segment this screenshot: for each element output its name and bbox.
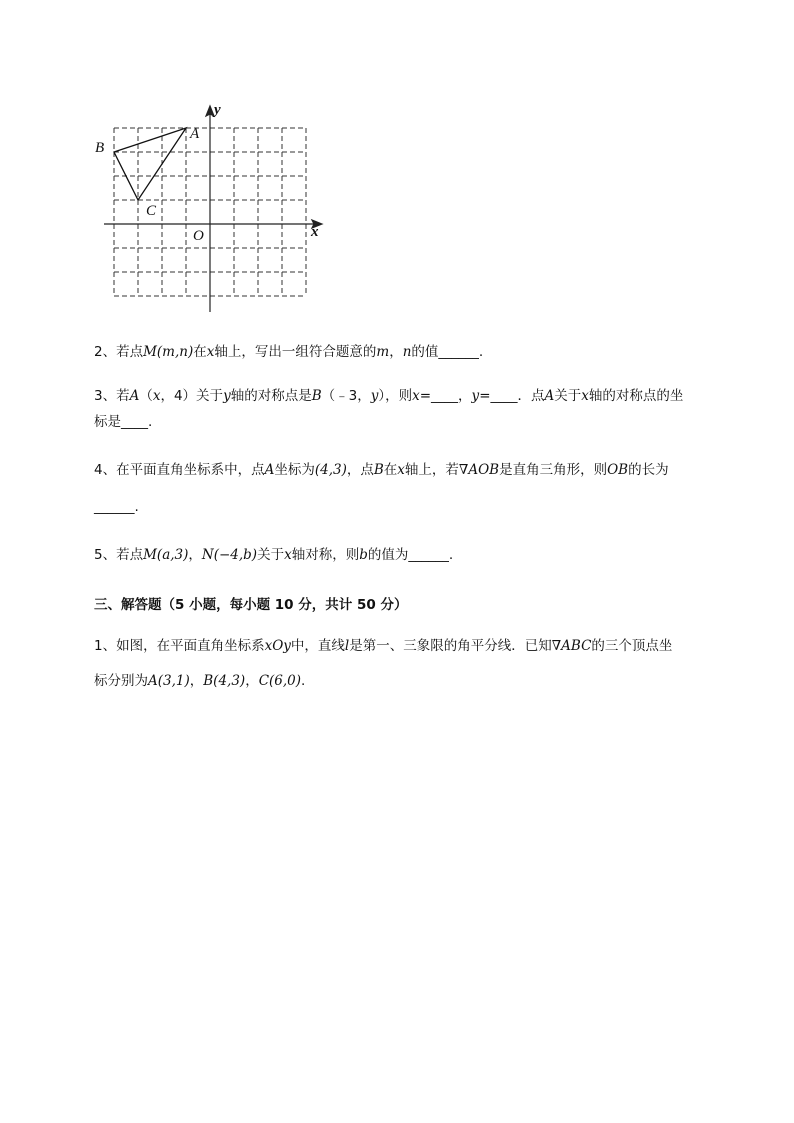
y-axis-arrow	[206, 106, 214, 116]
q5-ncoord: (−4,b)	[213, 547, 258, 563]
q3-x: x	[152, 388, 161, 404]
q3-p6: =____，	[419, 388, 472, 404]
section-3-heading: 三、解答题（5 小题，每小题 10 分，共计 50 分）	[94, 597, 408, 613]
p1-p3: 的三个顶点坐	[591, 638, 673, 654]
question-3-line-2	[94, 410, 152, 435]
q2-comma: ，	[389, 344, 403, 360]
label-b: B	[95, 140, 105, 156]
q5-p4: 的值为______.	[367, 547, 454, 563]
q2-text-2: 在	[193, 344, 207, 360]
q3-x2: x	[412, 388, 420, 404]
q4-coord: (4,3)	[314, 462, 347, 478]
q4-line2: ______.	[94, 499, 139, 515]
q3-prefix: 3、若	[94, 388, 130, 404]
q4-b: B	[373, 462, 384, 478]
q2-n: n	[402, 344, 412, 360]
q4-p6: 的长为	[628, 462, 669, 478]
q3-p1: （	[139, 388, 153, 404]
question-2	[94, 340, 483, 365]
p1-p1: 中，直线	[290, 638, 345, 654]
axes	[104, 106, 322, 312]
q3-line2: 标是____.	[94, 414, 153, 430]
triangle-abc	[114, 128, 186, 200]
q3-p7: =____．点	[479, 388, 545, 404]
q2-m: m	[376, 344, 390, 360]
p1-a: A(3,1)	[148, 673, 190, 689]
label-x: x	[311, 224, 319, 240]
q3-x3: x	[581, 388, 589, 404]
q5-p2: 关于	[257, 547, 285, 563]
q2-text: 2、若点	[94, 344, 144, 360]
q4-p5: 是直角三角形，则	[499, 462, 608, 478]
q2-x: x	[206, 344, 215, 360]
problem-1-line-2	[94, 669, 305, 694]
label-c: C	[146, 203, 157, 219]
q4-p1: 坐标为	[274, 462, 315, 478]
problem-1-line-1	[94, 634, 672, 659]
q5-p1: ，	[188, 547, 202, 563]
p1-l: l	[344, 638, 350, 654]
p1-triangle: ∇ABC	[551, 638, 592, 654]
q5-p3: 轴对称，则	[291, 547, 360, 563]
q3-a: A	[129, 388, 140, 404]
q3-y2: y	[370, 388, 379, 404]
q4-ob: OB	[607, 462, 629, 478]
question-5	[94, 543, 453, 568]
q3-y: y	[223, 388, 231, 404]
q4-prefix: 4、在平面直角坐标系中，点	[94, 462, 265, 478]
p1-end: .	[301, 673, 306, 689]
q4-p2: ，点	[346, 462, 374, 478]
question-3-line-1	[94, 384, 683, 409]
question-4-line-2	[94, 495, 139, 520]
q4-p3: 在	[383, 462, 398, 478]
q3-p4: （﹣3，	[321, 388, 371, 404]
p1-line2-prefix: 标分别为	[94, 673, 148, 689]
p1-sep1: ，	[189, 673, 204, 689]
label-a: A	[190, 126, 200, 142]
q3-b: B	[311, 388, 322, 404]
q5-prefix: 5、若点	[94, 547, 144, 563]
coordinate-grid-figure	[90, 98, 330, 318]
p1-sep2: ，	[245, 673, 259, 689]
q3-p8: 关于	[554, 388, 582, 404]
q3-y3: y	[471, 388, 480, 404]
p1-b: B(4,3)	[203, 673, 246, 689]
q2-suffix: 的值______.	[411, 344, 484, 360]
q3-a2: A	[544, 388, 555, 404]
p1-xoy: xOy	[264, 638, 291, 654]
q2-text-3: 轴上，写出一组符合题意的	[214, 344, 377, 360]
q5-b: b	[359, 547, 368, 563]
q5-m: M	[143, 547, 157, 563]
question-4-line-1	[94, 458, 669, 483]
q3-p5: ），则	[378, 388, 413, 404]
q3-p3: 轴的对称点是	[230, 388, 312, 404]
q3-p9: 轴的对称点的坐	[588, 388, 684, 404]
q3-p2: ，4）关于	[160, 388, 224, 404]
q4-p4: 轴上，若	[404, 462, 459, 478]
label-y: y	[214, 102, 221, 118]
label-o: O	[193, 228, 204, 244]
p1-p2: 是第一、三象限的角平分线．已知	[349, 638, 552, 654]
q5-x: x	[284, 547, 292, 563]
q4-x: x	[397, 462, 405, 478]
q2-math: M(m,n)	[143, 344, 194, 360]
q4-triangle: ∇AOB	[458, 462, 500, 478]
p1-c: C(6,0)	[258, 673, 302, 689]
q4-a: A	[264, 462, 275, 478]
p1-prefix: 1、如图，在平面直角坐标系	[94, 638, 265, 654]
q5-mcoord: (a,3)	[156, 547, 189, 563]
q5-n: N	[201, 547, 214, 563]
